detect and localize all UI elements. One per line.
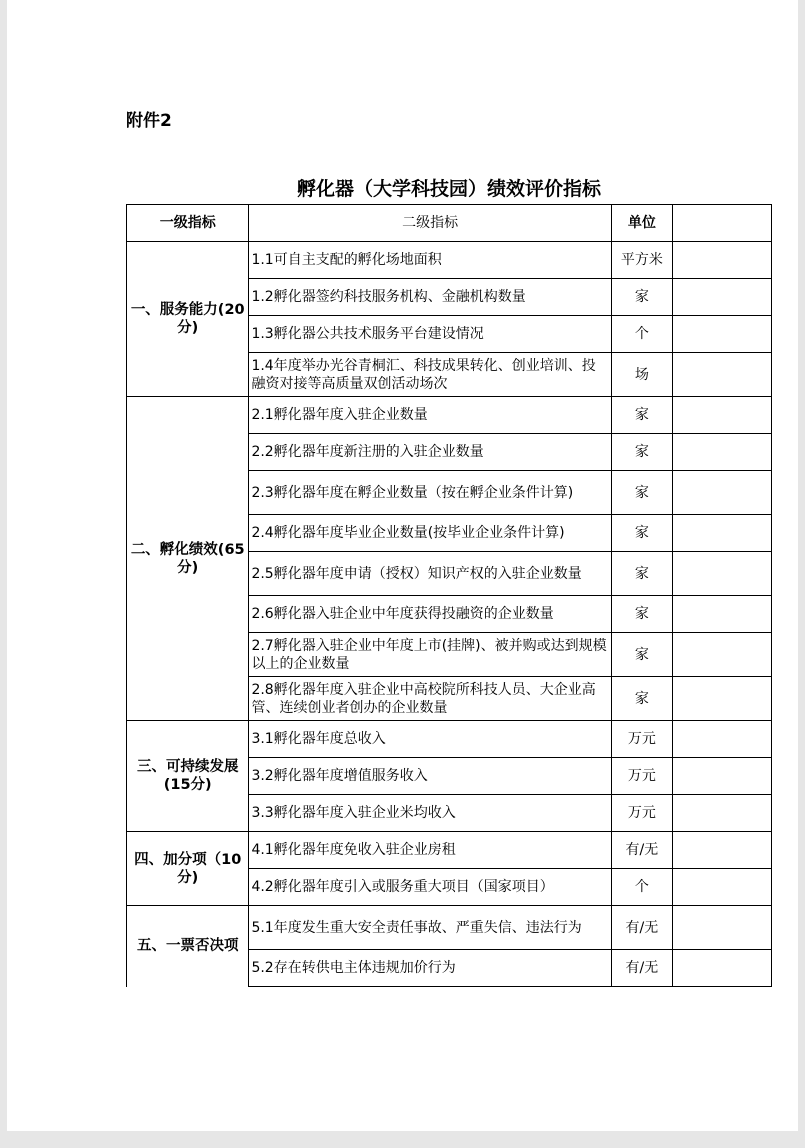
indicator-name: 2.7孵化器入驻企业中年度上市(挂牌)、被并购或达到规模以上的企业数量 bbox=[249, 633, 611, 677]
indicator-name: 3.2孵化器年度增值服务收入 bbox=[249, 758, 611, 795]
category-cell: 五、一票否决项 bbox=[127, 906, 249, 987]
value-cell bbox=[672, 316, 771, 353]
indicator-name: 2.6孵化器入驻企业中年度获得投融资的企业数量 bbox=[249, 596, 611, 633]
indicator-name: 5.1年度发生重大安全责任事故、严重失信、违法行为 bbox=[249, 906, 611, 950]
indicator-unit: 家 bbox=[611, 397, 672, 434]
indicator-name: 4.1孵化器年度免收入驻企业房租 bbox=[249, 832, 611, 869]
indicator-name: 1.4年度举办光谷青桐汇、科技成果转化、创业培训、投融资对接等高质量双创活动场次 bbox=[249, 353, 611, 397]
indicator-unit: 家 bbox=[611, 471, 672, 515]
indicator-name: 2.3孵化器年度在孵企业数量（按在孵企业条件计算) bbox=[249, 471, 611, 515]
category-cell: 四、加分项（10分) bbox=[127, 832, 249, 906]
table-row bbox=[127, 397, 772, 434]
indicator-unit: 万元 bbox=[611, 795, 672, 832]
category-cell: 一、服务能力(20分) bbox=[127, 242, 249, 397]
indicator-unit: 万元 bbox=[611, 721, 672, 758]
document-title: 孵化器（大学科技园）绩效评价指标 bbox=[296, 178, 601, 200]
table-header-row bbox=[127, 205, 772, 242]
indicator-unit: 家 bbox=[611, 515, 672, 552]
indicator-unit: 家 bbox=[611, 279, 672, 316]
indicator-name: 5.2存在转供电主体违规加价行为 bbox=[249, 950, 611, 987]
category-cell: 三、可持续发展(15分) bbox=[127, 721, 249, 832]
indicator-unit: 有/无 bbox=[611, 950, 672, 987]
table-row bbox=[127, 242, 772, 279]
value-cell bbox=[672, 677, 771, 721]
indicator-unit: 家 bbox=[611, 677, 672, 721]
attachment-label: 附件2 bbox=[126, 111, 172, 131]
value-cell bbox=[672, 552, 771, 596]
indicator-name: 2.5孵化器年度申请（授权）知识产权的入驻企业数量 bbox=[249, 552, 611, 596]
evaluation-table bbox=[126, 204, 772, 987]
indicator-name: 3.1孵化器年度总收入 bbox=[249, 721, 611, 758]
value-cell bbox=[672, 279, 771, 316]
indicator-unit: 个 bbox=[611, 869, 672, 906]
value-cell bbox=[672, 721, 771, 758]
indicator-unit: 家 bbox=[611, 633, 672, 677]
indicator-name: 4.2孵化器年度引入或服务重大项目（国家项目） bbox=[249, 869, 611, 906]
value-cell bbox=[672, 950, 771, 987]
indicator-name: 1.2孵化器签约科技服务机构、金融机构数量 bbox=[249, 279, 611, 316]
value-cell bbox=[672, 353, 771, 397]
indicator-unit: 有/无 bbox=[611, 832, 672, 869]
indicator-unit: 家 bbox=[611, 596, 672, 633]
value-cell bbox=[672, 397, 771, 434]
table-row bbox=[127, 906, 772, 950]
value-cell bbox=[672, 906, 771, 950]
indicator-unit: 家 bbox=[611, 552, 672, 596]
value-cell bbox=[672, 869, 771, 906]
indicator-name: 2.2孵化器年度新注册的入驻企业数量 bbox=[249, 434, 611, 471]
header-blank bbox=[672, 205, 771, 242]
header-level1: 一级指标 bbox=[127, 205, 249, 242]
indicator-name: 3.3孵化器年度入驻企业米均收入 bbox=[249, 795, 611, 832]
indicator-unit: 平方米 bbox=[611, 242, 672, 279]
value-cell bbox=[672, 596, 771, 633]
indicator-name: 2.1孵化器年度入驻企业数量 bbox=[249, 397, 611, 434]
indicator-name: 2.8孵化器年度入驻企业中高校院所科技人员、大企业高管、连续创业者创办的企业数量 bbox=[249, 677, 611, 721]
header-level2: 二级指标 bbox=[249, 205, 611, 242]
value-cell bbox=[672, 758, 771, 795]
indicator-unit: 有/无 bbox=[611, 906, 672, 950]
value-cell bbox=[672, 471, 771, 515]
table-row bbox=[127, 832, 772, 869]
table-row bbox=[127, 721, 772, 758]
indicator-name: 2.4孵化器年度毕业企业数量(按毕业企业条件计算) bbox=[249, 515, 611, 552]
value-cell bbox=[672, 832, 771, 869]
indicator-unit: 个 bbox=[611, 316, 672, 353]
indicator-unit: 场 bbox=[611, 353, 672, 397]
value-cell bbox=[672, 795, 771, 832]
value-cell bbox=[672, 242, 771, 279]
indicator-unit: 家 bbox=[611, 434, 672, 471]
indicator-name: 1.3孵化器公共技术服务平台建设情况 bbox=[249, 316, 611, 353]
indicator-name: 1.1可自主支配的孵化场地面积 bbox=[249, 242, 611, 279]
category-cell: 二、孵化绩效(65分) bbox=[127, 397, 249, 721]
value-cell bbox=[672, 434, 771, 471]
indicator-unit: 万元 bbox=[611, 758, 672, 795]
value-cell bbox=[672, 515, 771, 552]
value-cell bbox=[672, 633, 771, 677]
header-unit: 单位 bbox=[611, 205, 672, 242]
